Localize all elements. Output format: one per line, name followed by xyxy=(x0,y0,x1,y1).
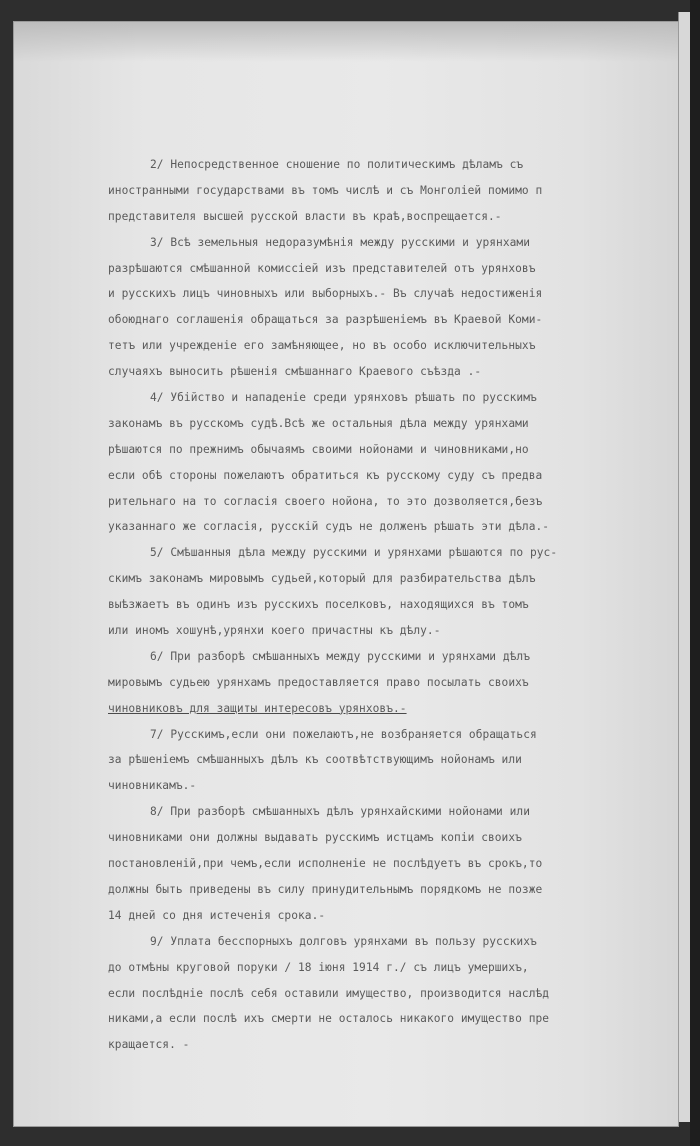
paragraph-2-line-3: представителя высшей русской власти въ краѣ,воспрещается.- xyxy=(108,209,502,223)
paragraph-7-line-1: 7/ Русскимъ,если они пожелаютъ,не возбраняется обращаться xyxy=(150,727,537,741)
paragraph-2-line-2: иностранными государствами въ томъ числѣ и съ Монголiей помимо п xyxy=(108,183,543,197)
paragraph-3-line-4: обоюднаго соглашенiя обращаться за разрѣшенiемъ въ Краевой Коми- xyxy=(108,313,543,327)
paragraph-9-line-5: кращается. - xyxy=(108,1038,190,1052)
paragraph-7-line-3: чиновникамъ.- xyxy=(108,779,197,793)
paragraph-9-line-2: до отмѣны круговой поруки / 18 iюня 1914 г./ съ лицъ умершихъ, xyxy=(108,960,529,974)
paragraph-5-line-3: выѣзжаетъ въ одинъ изъ русскихъ поселковъ, находящихся въ томъ xyxy=(108,598,529,612)
paragraph-4-line-5: рительнаго на то согласiя своего нойона, то это дозволяется,безъ xyxy=(108,494,543,508)
paragraph-3-line-2: разрѣшаются смѣшанной комиссiей изъ представителей отъ урянховъ xyxy=(108,261,536,275)
paragraph-8-line-4: должны быть приведены въ силу принудительнымъ порядкомъ не позже xyxy=(108,882,543,896)
paragraph-3-line-5: тетъ или учрежденiе его замѣняющее, но въ особо исключительныхъ xyxy=(108,339,536,353)
paragraph-4-line-4: если обѣ стороны пожелаютъ обратиться къ русскому суду съ предва xyxy=(108,468,543,482)
paragraph-4-line-1: 4/ Убiйство и нападенiе среди урянховъ рѣшать по русскимъ xyxy=(150,391,537,405)
paragraph-6-line-2: мировымъ судьею урянхамъ предоставляется право посылать своихъ xyxy=(108,675,529,689)
paragraph-5-line-4: или иномъ хошунѣ,урянхи коего причастны къ дѣлу.- xyxy=(108,624,441,638)
paragraph-3-line-3: и русскихъ лицъ чиновныхъ или выборныхъ.- Въ случаѣ недостиженiя xyxy=(108,287,543,301)
paragraph-8-line-3: постановленiй,при чемъ,если исполненiе не послѣдуетъ въ срокъ,то xyxy=(108,857,543,871)
paragraph-5-line-1: 5/ Смѣшанныя дѣла между русскими и урянхами рѣшаются по рус- xyxy=(150,546,558,560)
paragraph-9-line-1: 9/ Уплата бесспорныхъ долговъ урянхами въ пользу русскихъ xyxy=(150,934,537,948)
paragraph-4-line-3: рѣшаются по прежнимъ обычаямъ своими нойонами и чиновниками,но xyxy=(108,442,529,456)
paragraph-7-line-2: за рѣшенiемъ смѣшанныхъ дѣлъ къ соотвѣтствующимъ нойонамъ или xyxy=(108,753,522,767)
paragraph-9-line-3: если послѣднiе послѣ себя оставили имущество, производится наслѣд xyxy=(108,986,550,1000)
paragraph-6-line-3: чиновниковъ для защиты интересовъ урянховъ.- xyxy=(108,701,407,715)
paragraph-8-line-2: чиновниками они должны выдавать русскимъ истцамъ копiи своихъ xyxy=(108,831,522,845)
paragraph-4-line-2: законамъ въ русскомъ судѣ.Всѣ же остальныя дѣла между урянхами xyxy=(108,416,529,430)
paragraph-8-line-5: 14 дней со дня истеченiя срока.- xyxy=(108,908,326,922)
paragraph-2-line-1: 2/ Непосредственное сношение по политическимъ дѣламъ съ xyxy=(150,158,524,171)
paragraph-3-line-1: 3/ Всѣ земельныя недоразумѣнiя между русскими и урянхами xyxy=(150,235,530,249)
paragraph-6-line-1: 6/ При разборѣ смѣшанныхъ между русскими и урянхами дѣлъ xyxy=(150,649,530,663)
document-body xyxy=(108,152,654,1058)
scanner-border xyxy=(690,0,700,1146)
paragraph-9-line-4: никами,а если послѣ ихъ смерти не осталось никакого имущество пре xyxy=(108,1012,550,1026)
paragraph-5-line-2: скимъ законамъ мировымъ судьей,который для разбирательства дѣлъ xyxy=(108,572,536,586)
paragraph-3-line-6: случаяхъ выносить рѣшенiя смѣшаннаго Краевого съѣзда .- xyxy=(108,365,482,379)
paragraph-4-line-6: указаннаго же согласiя, русскiй судъ не долженъ рѣшать эти дѣла.- xyxy=(108,520,550,534)
paragraph-8-line-1: 8/ При разборѣ смѣшанныхъ дѣлъ урянхайскими нойонами или xyxy=(150,805,530,819)
